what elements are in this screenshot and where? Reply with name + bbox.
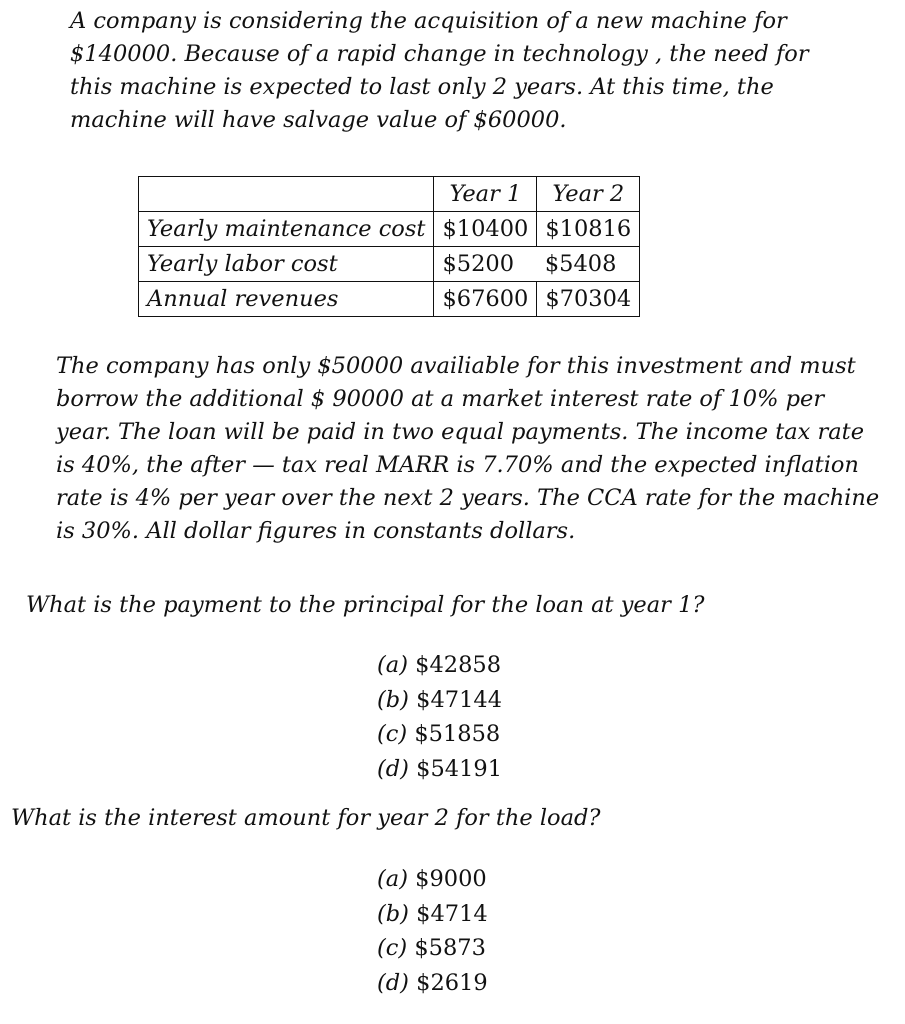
cost-table xyxy=(138,176,640,317)
details-line: is 40%, the after — tax real MARR is 7.70% and the expected inflation xyxy=(56,452,859,478)
option-value: $4714 xyxy=(416,900,488,927)
question-1-text: What is the payment to the principal for the loan at year 1? xyxy=(26,592,705,618)
option-letter: (d) xyxy=(377,755,409,782)
year2-value: $70304 xyxy=(545,286,632,312)
table-header-row xyxy=(139,177,640,212)
details-line: rate is 4% per year over the next 2 years. The CCA rate for the machine xyxy=(56,485,880,511)
option-value: $47144 xyxy=(416,686,503,713)
details-line: is 30%. All dollar figures in constants dollars. xyxy=(56,518,576,544)
answer-option[interactable] xyxy=(377,752,502,787)
option-letter: (a) xyxy=(377,652,408,678)
intro-line: machine will have salvage value of $60000. xyxy=(70,107,567,133)
question-2-text: What is the interest amount for year 2 for the load? xyxy=(11,805,601,831)
option-value: $42858 xyxy=(415,652,502,678)
answer-option[interactable] xyxy=(377,897,488,932)
answer-option[interactable] xyxy=(377,717,502,752)
option-value: $9000 xyxy=(415,866,487,892)
year2-value: $5408 xyxy=(537,247,640,282)
intro-line: A company is considering the acquisition of a new machine for xyxy=(70,8,787,34)
answer-option[interactable] xyxy=(377,862,488,897)
option-value: $51858 xyxy=(414,721,501,747)
details-line: year. The loan will be paid in two equal payments. The income tax rate xyxy=(56,419,865,445)
details-paragraph xyxy=(56,350,879,548)
row-label: Yearly maintenance cost xyxy=(139,212,434,247)
row-label: Yearly labor cost xyxy=(139,247,434,282)
year1-value: $67600 xyxy=(434,282,537,317)
option-letter: (a) xyxy=(377,866,408,892)
table-row xyxy=(139,282,640,317)
year1-value: $10400 xyxy=(434,212,537,247)
option-value: $2619 xyxy=(416,969,488,996)
option-letter: (d) xyxy=(377,969,409,996)
intro-paragraph xyxy=(70,5,809,137)
table-row xyxy=(139,212,640,247)
intro-line: this machine is expected to last only 2 years. At this time, the xyxy=(70,74,774,100)
option-letter: (c) xyxy=(377,721,408,747)
option-value: $5873 xyxy=(414,935,486,961)
details-line: The company has only $50000 availiable for this investment and must xyxy=(56,353,856,379)
table-header-cell: Year 1 xyxy=(434,177,537,212)
answer-option[interactable] xyxy=(377,931,488,966)
row-label: Annual revenues xyxy=(139,282,434,317)
intro-line: $140000. Because of a rapid change in technology , the need for xyxy=(70,41,809,67)
question-1-options xyxy=(377,648,502,786)
answer-option[interactable] xyxy=(377,966,488,1001)
table-row xyxy=(139,247,640,282)
option-value: $54191 xyxy=(416,755,503,782)
table-header-cell xyxy=(139,177,434,212)
table-header-cell: Year 2 xyxy=(537,177,640,212)
option-letter: (c) xyxy=(377,935,408,961)
year2-value: $10816 xyxy=(537,212,640,247)
option-letter: (b) xyxy=(377,686,409,713)
year1-value: $5200 xyxy=(434,247,537,282)
question-2-options xyxy=(377,862,488,1000)
answer-option[interactable] xyxy=(377,683,502,718)
option-letter: (b) xyxy=(377,900,409,927)
details-line: borrow the additional $ 90000 at a market interest rate of 10% per xyxy=(56,386,825,412)
answer-option[interactable] xyxy=(377,648,502,683)
